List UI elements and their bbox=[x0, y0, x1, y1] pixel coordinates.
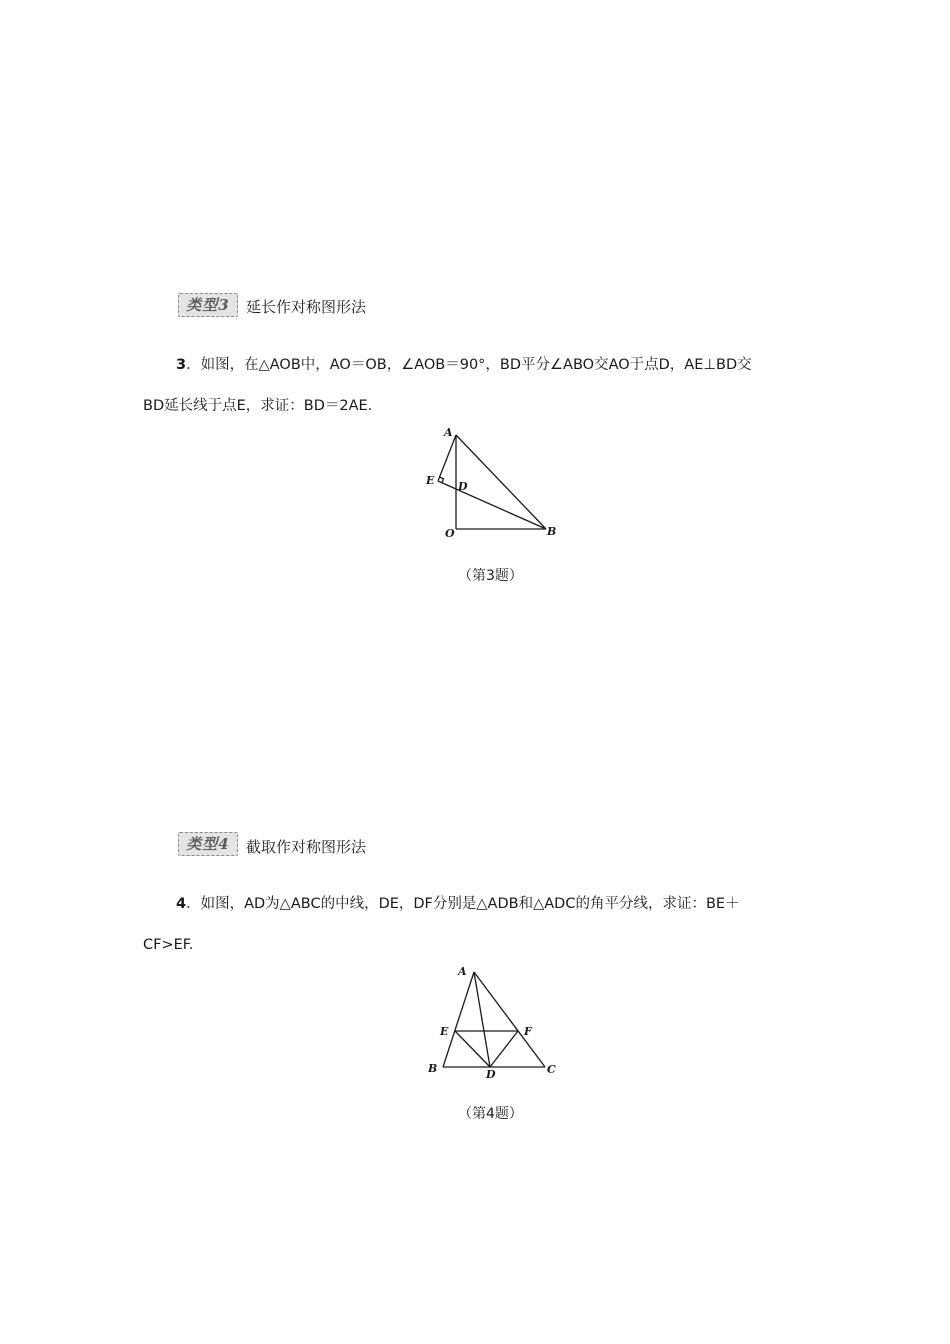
label-c: C bbox=[547, 1063, 556, 1076]
problem-4-line-2: CF>EF. bbox=[143, 937, 194, 953]
problem-4-text-1: ．如图，AD为△ABC的中线，DE，DF分别是△ADB和△ADC的角平分线，求证：BE＋ bbox=[186, 896, 740, 912]
problem-3-line-1 bbox=[176, 353, 752, 377]
label-f: F bbox=[524, 1025, 532, 1038]
label-e: E bbox=[426, 474, 435, 487]
segment-ae bbox=[438, 435, 456, 481]
segment-eb bbox=[438, 481, 546, 529]
section-heading-3: 延长作对称图形法 bbox=[246, 298, 367, 316]
label-b: B bbox=[547, 525, 557, 538]
segment-ab bbox=[456, 435, 546, 529]
label-b: B bbox=[428, 1062, 438, 1075]
label-d: D bbox=[486, 1068, 496, 1081]
figure-4-caption: （第4题） bbox=[458, 1106, 523, 1122]
type-badge-3: 类型3 bbox=[178, 293, 238, 317]
problem-3-text-1: ．如图，在△AOB中，AO＝OB，∠AOB＝90°，BD平分∠ABO交AO于点D，AE⊥BD交 bbox=[186, 357, 752, 373]
figure-3 bbox=[420, 422, 560, 542]
problem-4-line-1 bbox=[176, 892, 740, 916]
label-e: E bbox=[440, 1025, 449, 1038]
problem-3-number: 3 bbox=[176, 357, 187, 373]
segment-ab bbox=[443, 972, 474, 1067]
label-o: O bbox=[445, 527, 455, 540]
problem-3-line-2: BD延长线于点E，求证：BD＝2AE. bbox=[143, 398, 373, 414]
label-d: D bbox=[458, 480, 468, 493]
figure-3-caption: （第3题） bbox=[458, 568, 523, 584]
segment-fd bbox=[490, 1031, 518, 1067]
label-a: A bbox=[458, 965, 467, 978]
label-a: A bbox=[444, 426, 453, 439]
problem-4-number: 4 bbox=[176, 896, 187, 912]
section-heading-4: 截取作对称图形法 bbox=[246, 838, 367, 856]
segment-ac bbox=[474, 972, 545, 1067]
type-badge-4: 类型4 bbox=[178, 832, 238, 856]
figure-4 bbox=[420, 960, 570, 1085]
